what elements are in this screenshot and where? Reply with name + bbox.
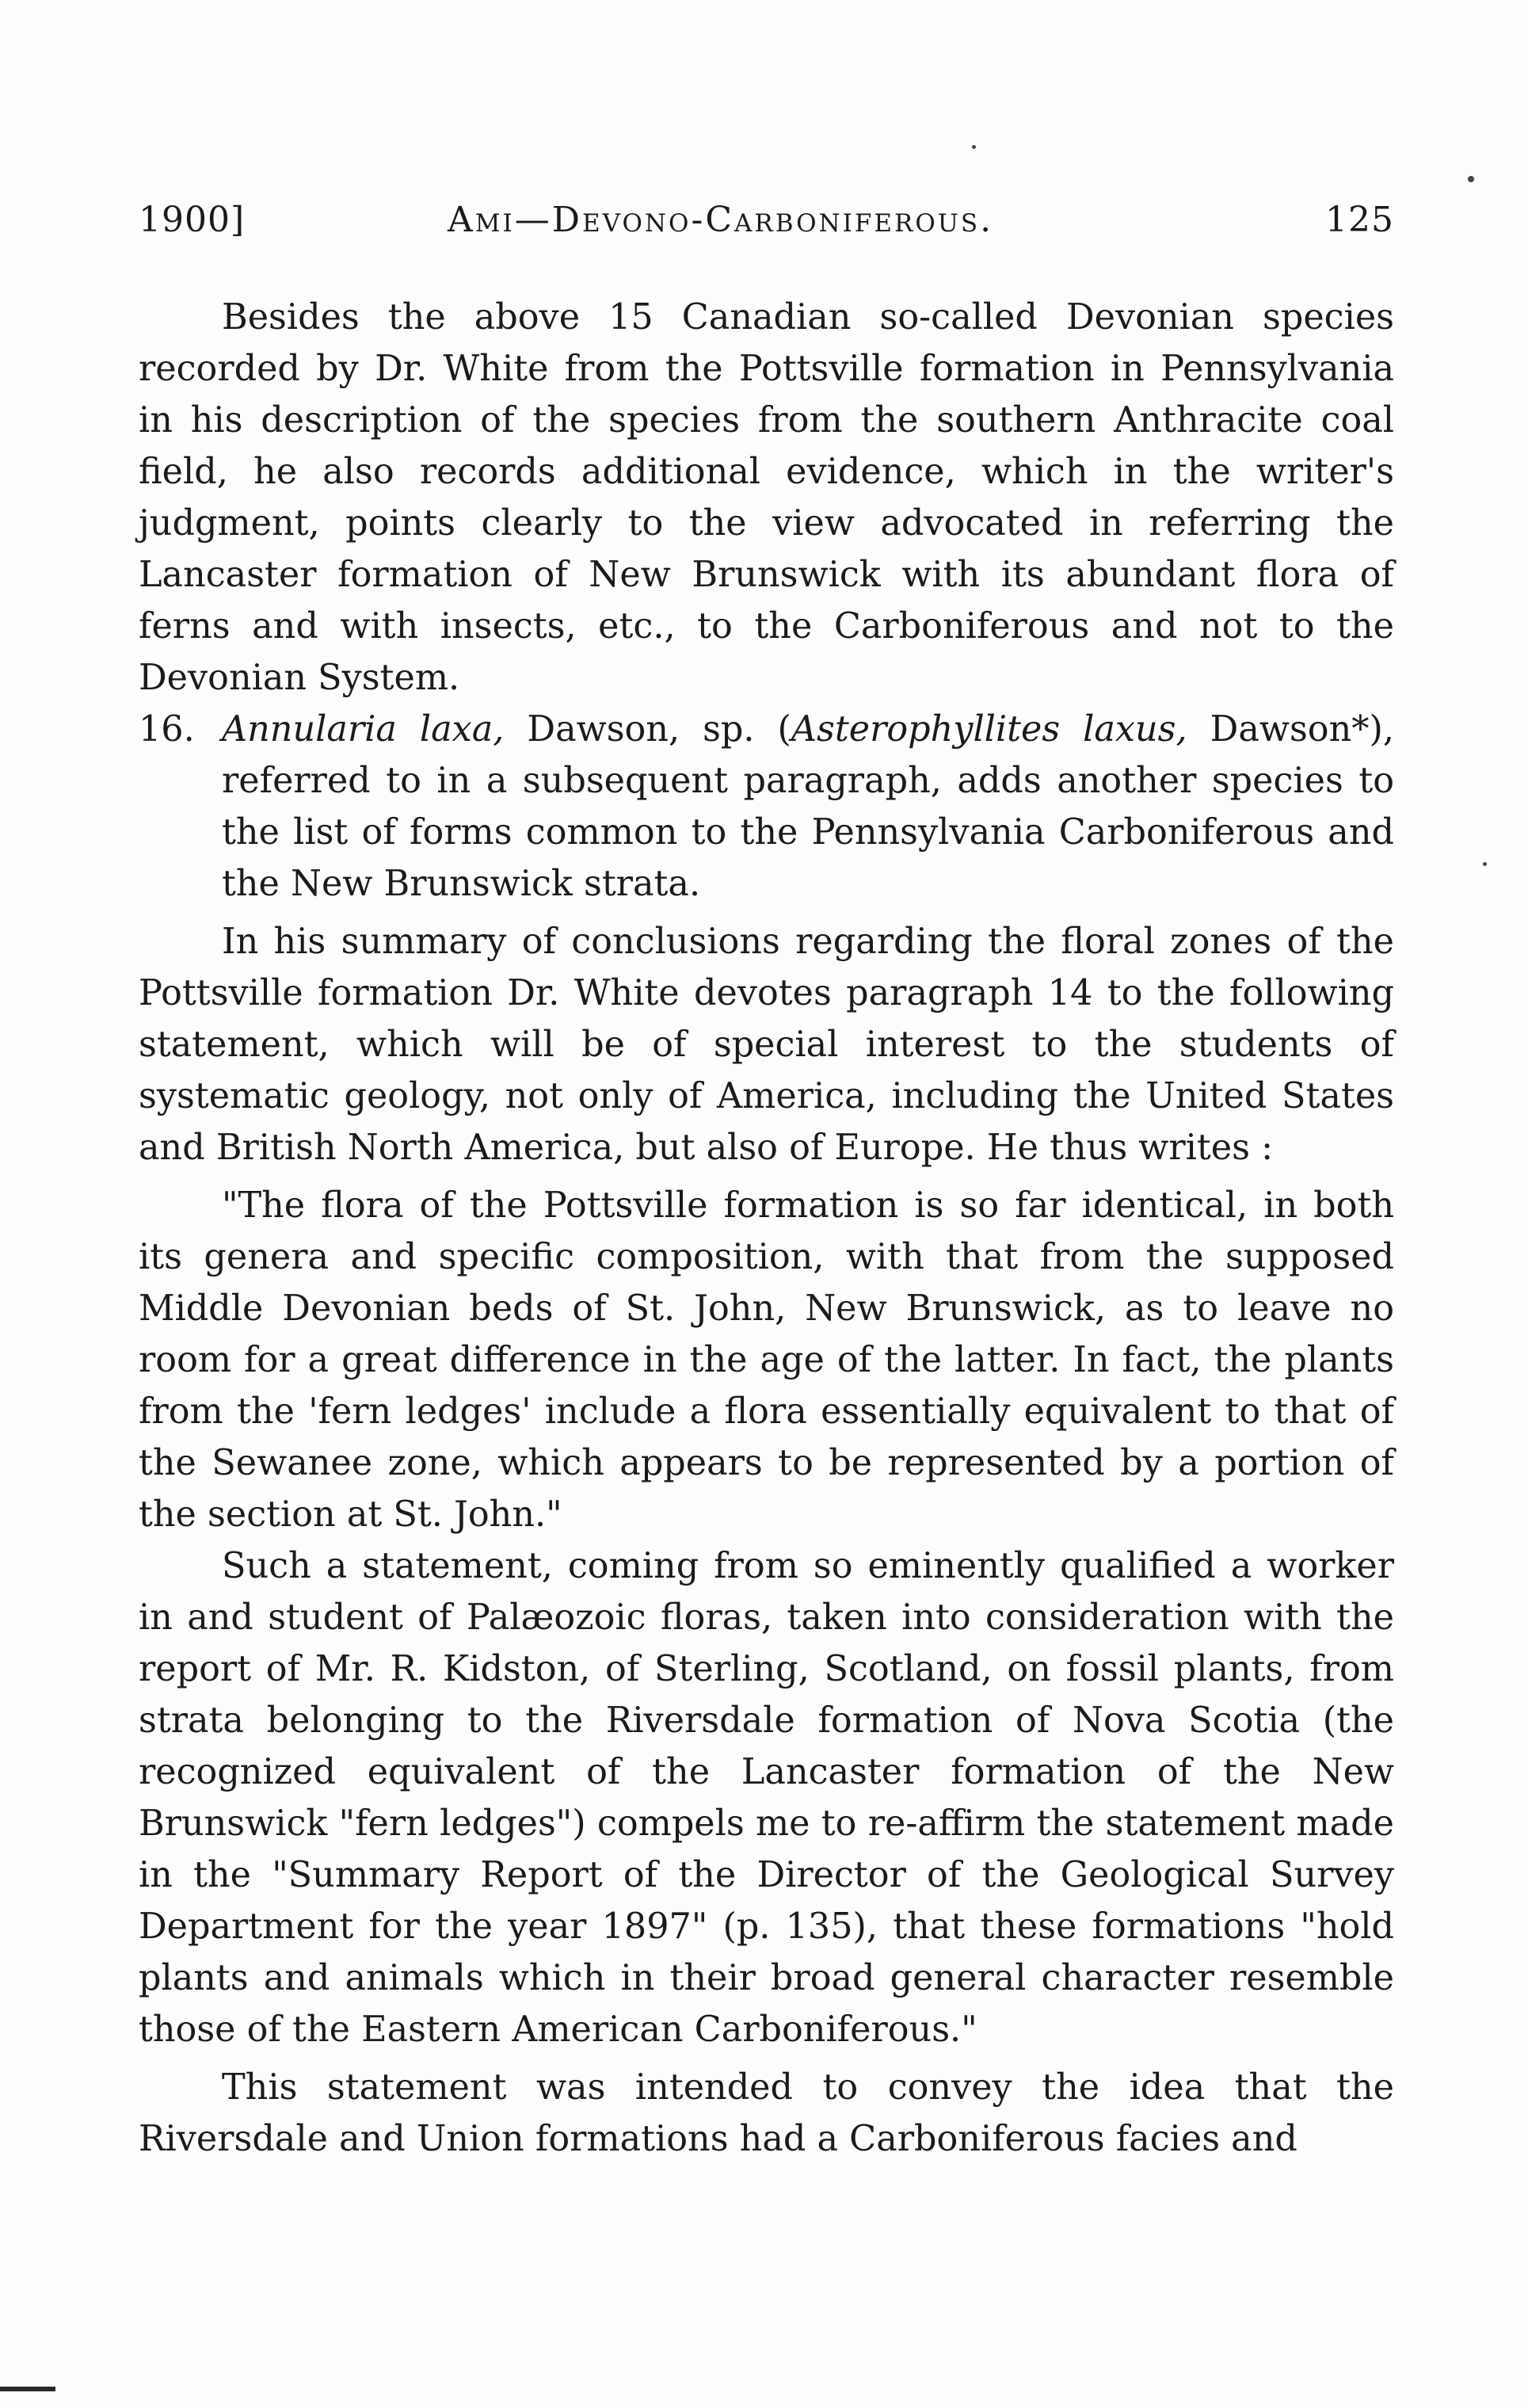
list-item-16 bbox=[139, 704, 1394, 910]
paragraph-5: This statement was intended to convey the idea that the Riversdale and Union formations had a Carboniferous facies and bbox=[139, 2067, 1394, 2159]
item-number: 16. bbox=[139, 709, 195, 750]
paragraph-4: Such a statement, coming from so eminently qualified a worker in and student of Palæozoic floras, taken into consideration with the report of Mr. R. Kidston, of Sterling, Scotland, on fossil plants, from strata belonging to the Riversdale formation of Nova Scotia (the recognized equivalent of the Lancaster formation of the New Brunswick "fern ledges") compels me to re-affirm the statement made in the "Summary Report of the Director of the Geological Survey Department for the year 1897" (p. 135), that these formations "hold plants and animals which in their broad general character resemble those of the Eastern American Carboniferous." bbox=[139, 1546, 1394, 2050]
quotation-paragraph: "The flora of the Pottsville formation is so far identical, in both its genera and specific composition, with that from the supposed Middle Devonian beds of St. John, New Brunswick, as to leave no room for a great difference in the age of the latter. In fact, the plants from the 'fern ledges' include a flora essentially equivalent to that of the Sewanee zone, which appears to be represented by a portion of the section at St. John." bbox=[139, 1185, 1394, 1535]
header-year: 1900] bbox=[139, 200, 246, 240]
scan-speck bbox=[1483, 862, 1487, 866]
scan-speck bbox=[972, 145, 976, 149]
page-number: 125 bbox=[1325, 200, 1394, 240]
paragraph-1: Besides the above 15 Canadian so-called Devonian species recorded by Dr. White from the Pottsville formation in Pennsylvania in his description of the species from the southern Anthracite coal field, he also records additional evidence, which in the writer's judgment, points clearly to the view advocated in referring the Lancaster formation of New Brunswick with its abundant flora of ferns and with insects, etc., to the Carboniferous and not to the Devonian System. bbox=[139, 297, 1394, 698]
paragraph-2: In his summary of conclusions regarding the floral zones of the Pottsville formation Dr. White devotes paragraph 14 to the following statement, which will be of special interest to the students of systematic geology, not only of America, including the United States and British North America, but also of Europe. He thus writes : bbox=[139, 922, 1394, 1168]
scan-speck bbox=[1468, 176, 1474, 182]
header-title: Ami—Devono-Carboniferous. bbox=[448, 200, 994, 240]
page-edge-rule bbox=[0, 2387, 55, 2391]
running-header bbox=[139, 200, 1394, 255]
body-text bbox=[139, 292, 1394, 2165]
item-text: Dawson*), referred to in a subsequent paragraph, adds another species to the list of forms common to the Pennsylvania Carboniferous and the New Brunswick strata. bbox=[222, 709, 1394, 904]
synonym-name: Asterophyllites laxus, bbox=[791, 709, 1187, 750]
species-name: Annularia laxa, bbox=[222, 709, 505, 750]
species-author: Dawson, sp. ( bbox=[504, 709, 791, 750]
